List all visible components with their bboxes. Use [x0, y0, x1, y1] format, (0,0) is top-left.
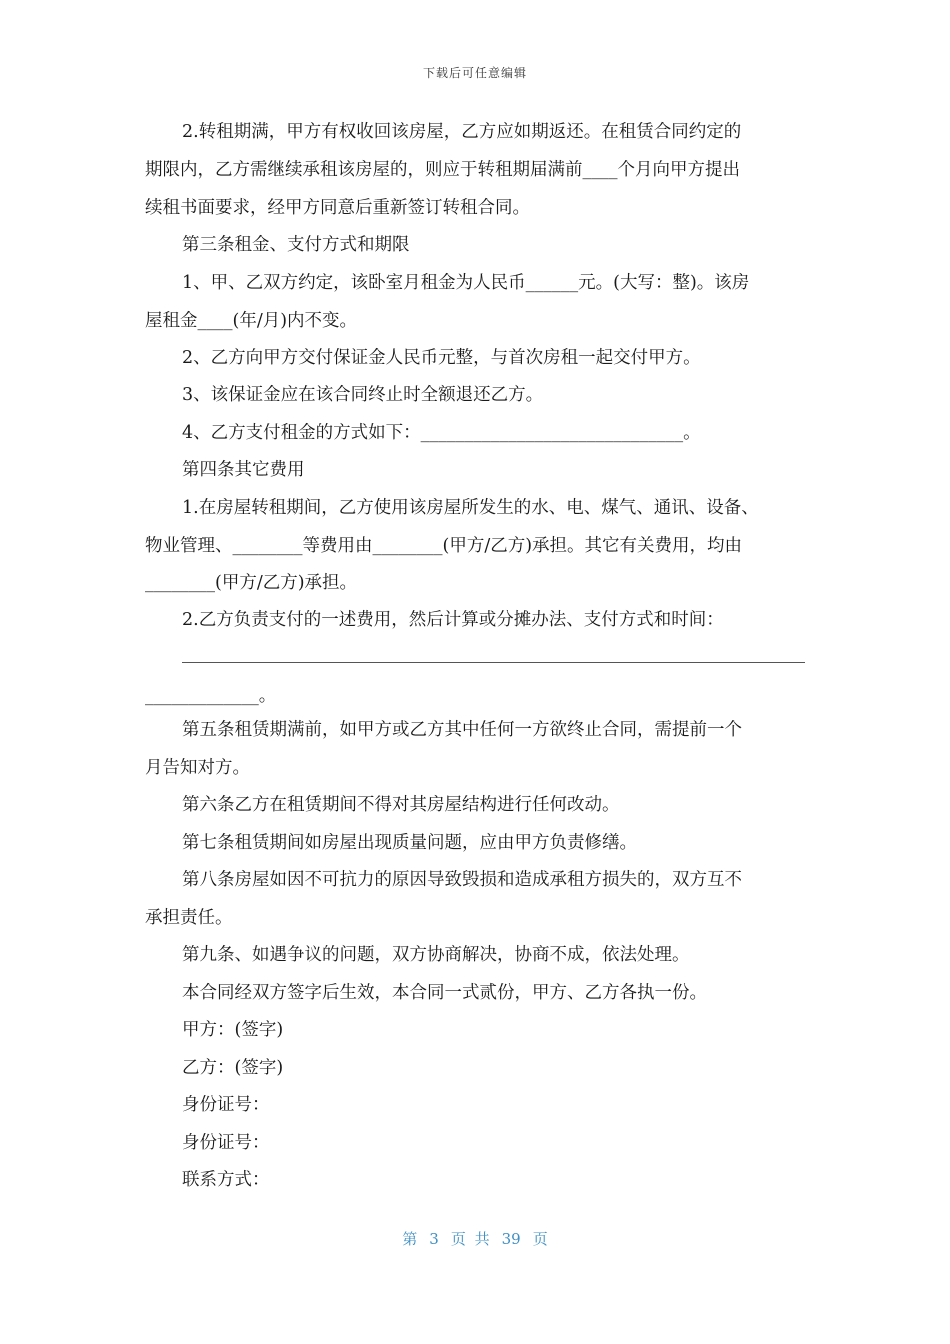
paragraph: 第五条租赁期满前，如甲方或乙方其中任何一方欲终止合同，需提前一个	[182, 720, 742, 740]
paragraph: ________(甲方/乙方)承担。	[145, 573, 358, 593]
paragraph: 1、甲、乙双方约定，该卧室月租金为人民币______元。(大写：整)。该房	[182, 273, 750, 293]
id-number-b: 身份证号：	[182, 1133, 270, 1153]
paragraph: 第七条租赁期间如房屋出现质量问题，应由甲方负责修缮。	[182, 833, 637, 853]
paragraph: 月告知对方。	[145, 758, 250, 778]
paragraph: 1.在房屋转租期间，乙方使用该房屋所发生的水、电、煤气、通讯、设备、	[182, 498, 759, 518]
section-heading: 第三条租金、支付方式和期限	[182, 235, 410, 255]
paragraph: 第六条乙方在租赁期间不得对其房屋结构进行任何改动。	[182, 795, 620, 815]
paragraph: 第九条、如遇争议的问题，双方协商解决，协商不成，依法处理。	[182, 945, 690, 965]
header-note: 下载后可任意编辑	[422, 66, 527, 80]
paragraph: 第八条房屋如因不可抗力的原因导致毁损和造成承租方损失的，双方互不	[182, 870, 742, 890]
page-of: 页 共	[450, 1230, 490, 1248]
page-word: 第	[402, 1230, 418, 1248]
page-suffix: 页	[532, 1230, 548, 1248]
signature-party-b: 乙方：(签字)	[182, 1058, 284, 1078]
page-footer	[0, 1228, 950, 1249]
blank-line	[182, 662, 805, 663]
id-number-a: 身份证号：	[182, 1095, 270, 1115]
contact-info: 联系方式：	[182, 1170, 270, 1190]
page-number: 3	[429, 1230, 439, 1248]
paragraph: 3、该保证金应在该合同终止时全额退还乙方。	[182, 385, 544, 405]
section-heading: 第四条其它费用	[182, 460, 305, 480]
paragraph: 期限内，乙方需继续承租该房屋的，则应于转租期届满前____个月向甲方提出	[145, 160, 740, 180]
paragraph: 2、乙方向甲方交付保证金人民币元整，与首次房租一起交付甲方。	[182, 348, 701, 368]
paragraph: 承担责任。	[145, 908, 233, 928]
page-total: 39	[501, 1230, 521, 1248]
paragraph: _____________。	[145, 686, 277, 706]
paragraph: 4、乙方支付租金的方式如下：______________________________。	[182, 423, 701, 443]
signature-party-a: 甲方：(签字)	[182, 1020, 284, 1040]
paragraph: 2.乙方负责支付的一述费用，然后计算或分摊办法、支付方式和时间：	[182, 610, 724, 630]
paragraph: 物业管理、________等费用由________(甲方/乙方)承担。其它有关费用，均由	[145, 536, 743, 556]
paragraph: 2.转租期满，甲方有权收回该房屋，乙方应如期返还。在租赁合同约定的	[182, 122, 742, 142]
paragraph: 本合同经双方签字后生效，本合同一式贰份，甲方、乙方各执一份。	[182, 983, 707, 1003]
paragraph: 续租书面要求，经甲方同意后重新签订转租合同。	[145, 198, 530, 218]
paragraph: 屋租金____(年/月)内不变。	[145, 311, 358, 331]
